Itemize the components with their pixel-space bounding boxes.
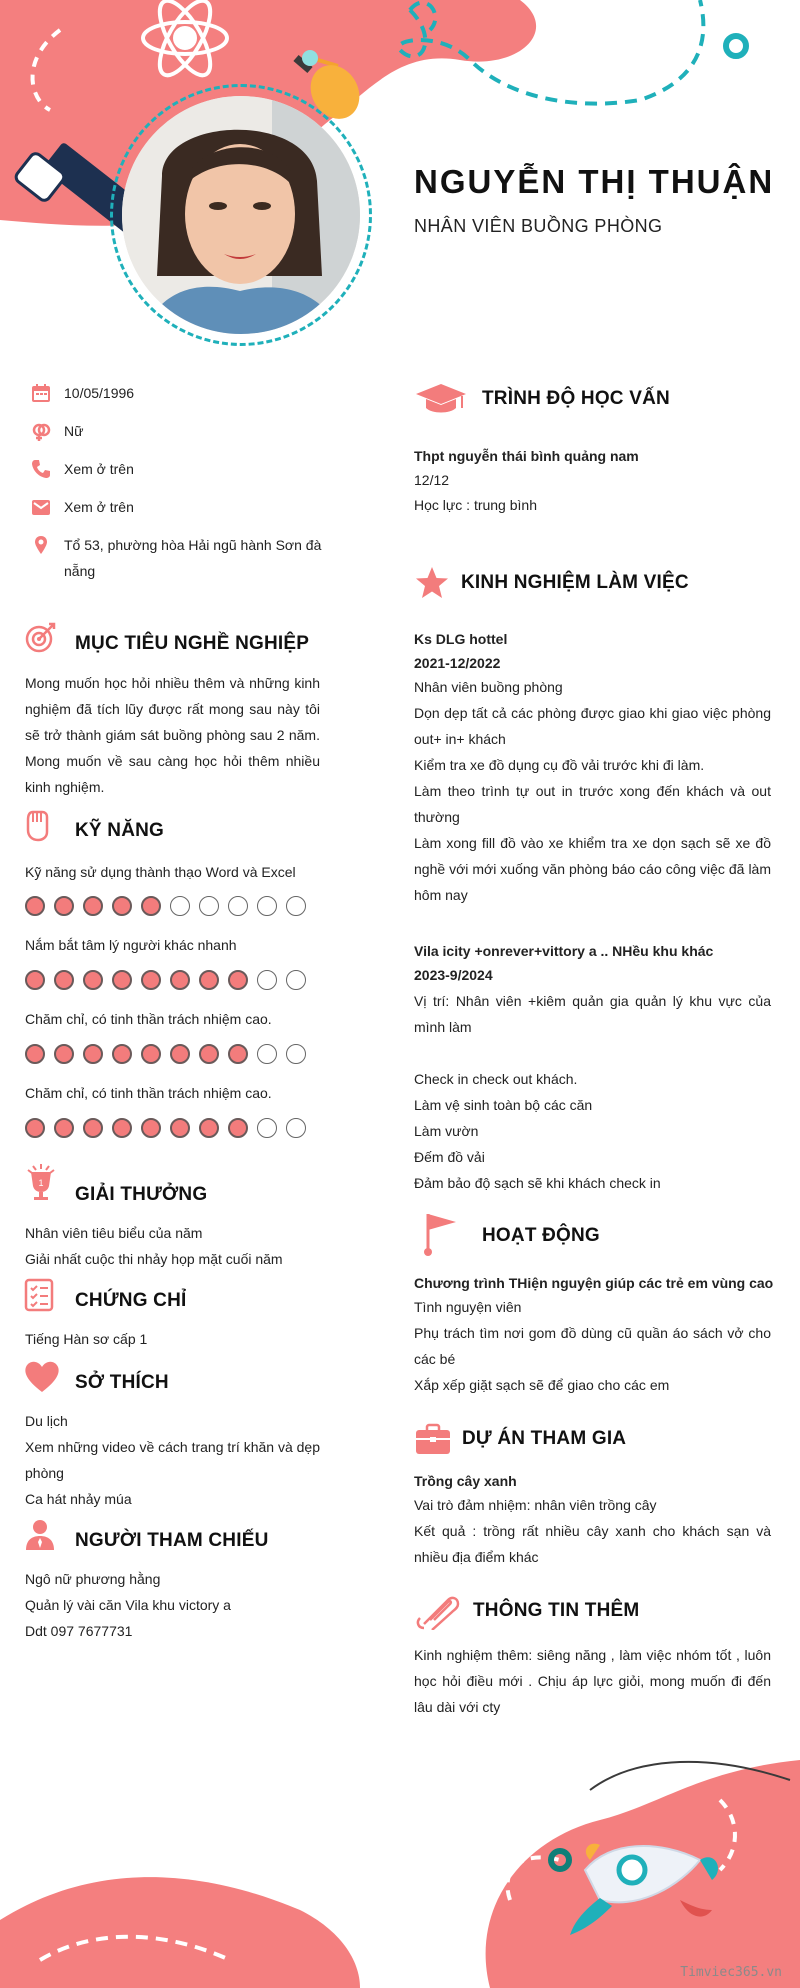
skill-rating (25, 1044, 315, 1068)
email-row (30, 494, 330, 520)
award-line: Giải nhất cuộc thi nhảy họp mặt cuối năm (25, 1251, 283, 1267)
skill-dot-empty (257, 970, 277, 990)
project-line: Kết quả : trồng rất nhiều cây xanh cho khách sạn và nhiều địa điểm khác (414, 1523, 771, 1565)
skill-dot-filled (170, 1118, 190, 1138)
skill-dot-empty (286, 1118, 306, 1138)
trophy-icon (24, 1162, 58, 1202)
skill-dot-filled (25, 1044, 45, 1064)
skill-dot-filled (25, 970, 45, 990)
skill-dot-filled (112, 970, 132, 990)
objective-text: Mong muốn học hỏi nhiều thêm và những kinh nghiệm đã tích lũy được rất mong sau này tôi sẽ trở thành giám sát buồng phòng sau 2 năm. Mong muốn về sau càng học hỏi thêm nhiều kinh nghiệm. (25, 675, 320, 795)
skill-dot-filled (199, 1118, 219, 1138)
paperclip-icon (414, 1590, 462, 1630)
skill-dot-empty (199, 896, 219, 916)
skill-dot-filled (141, 970, 161, 990)
flag-icon (420, 1210, 460, 1256)
skill-label: Kỹ năng sử dụng thành thạo Word và Excel (25, 864, 296, 880)
skill-label: Chăm chỉ, có tinh thần trách nhiệm cao. (25, 1085, 272, 1101)
job-line: Đảm bảo độ sạch sẽ khi khách check in (414, 1175, 661, 1191)
gender-value: Nữ (64, 423, 84, 439)
fist-icon (24, 808, 50, 842)
skill-dot-empty (286, 896, 306, 916)
references-title: NGƯỜI THAM CHIẾU (75, 1530, 269, 1551)
hobby-line: Xem những video về cách trang trí khăn và dẹp phòng (25, 1439, 320, 1481)
projects-title: DỰ ÁN THAM GIA (462, 1428, 627, 1449)
job-period: 2023-9/2024 (414, 967, 493, 983)
location-pin-icon (30, 534, 52, 556)
skill-dot-filled (199, 1044, 219, 1064)
activity-line: Phụ trách tìm nơi gom đồ dùng cũ quần áo sách vở cho các bé (414, 1325, 771, 1367)
skill-dot-filled (170, 970, 190, 990)
job-line: Check in check out khách. (414, 1071, 578, 1087)
email-icon (30, 496, 52, 518)
reference-line: Quản lý vài căn Vila khu victory a (25, 1597, 231, 1613)
svg-text:1: 1 (38, 1178, 44, 1188)
objective-title: MỤC TIÊU NGHỀ NGHIỆP (75, 633, 310, 654)
skill-dot-filled (112, 1044, 132, 1064)
skill-dot-filled (228, 1044, 248, 1064)
skill-dot-filled (54, 1044, 74, 1064)
footer-decoration (0, 1760, 800, 1988)
skill-dot-filled (54, 1118, 74, 1138)
skill-dot-filled (25, 1118, 45, 1138)
phone-icon (30, 458, 52, 480)
skill-dot-empty (257, 896, 277, 916)
skill-dot-filled (83, 896, 103, 916)
skill-dot-filled (83, 1044, 103, 1064)
project-heading: Trồng cây xanh (414, 1473, 517, 1489)
skill-dot-filled (141, 1044, 161, 1064)
skill-dot-filled (112, 896, 132, 916)
skill-rating (25, 896, 315, 920)
skill-dot-filled (170, 1044, 190, 1064)
job-title: NHÂN VIÊN BUỒNG PHÒNG (414, 216, 663, 236)
certificates-title: CHỨNG CHỈ (75, 1290, 187, 1311)
activity-line: Tình nguyện viên (414, 1299, 522, 1315)
job-line: Dọn dẹp tất cả các phòng được giao khi giao việc phòng out+ in+ khách (414, 705, 771, 747)
phone-row (30, 456, 330, 482)
skill-dot-filled (228, 1118, 248, 1138)
job-company: Ks DLG hottel (414, 631, 508, 647)
hobby-line: Ca hát nhảy múa (25, 1491, 132, 1507)
graduation-cap-icon (414, 380, 468, 416)
education-grade: 12/12 (414, 472, 450, 488)
reference-line: Ngô nữ phương hằng (25, 1571, 161, 1587)
job-line: Nhân viên buồng phòng (414, 679, 563, 695)
award-line: Nhân viên tiêu biểu của năm (25, 1225, 203, 1241)
more-info-text: Kinh nghiệm thêm: siêng năng , làm việc nhóm tốt , luôn học hỏi điều mới . Chịu áp lực giỏi, mong muốn đi đến lâu dài với cty (414, 1647, 771, 1715)
skill-dot-empty (286, 1044, 306, 1064)
more-info-title: THÔNG TIN THÊM (473, 1600, 640, 1621)
calendar-icon (30, 382, 52, 404)
education-school: Thpt nguyễn thái bình quảng nam (414, 448, 639, 464)
skill-dot-filled (228, 970, 248, 990)
skill-dot-empty (170, 896, 190, 916)
gender-icon (30, 420, 52, 442)
skill-label: Nắm bắt tâm lý người khác nhanh (25, 937, 237, 953)
certificate-list-icon (24, 1278, 56, 1312)
person-icon (24, 1518, 56, 1552)
skill-rating (25, 1118, 315, 1142)
job-line: Đếm đồ vải (414, 1149, 485, 1165)
phone-value: Xem ở trên (64, 461, 134, 477)
skill-dot-filled (25, 896, 45, 916)
job-line: Làm theo trình tự out in trước xong đến khách và out thường (414, 783, 771, 825)
skill-rating (25, 970, 315, 994)
skill-dot-filled (141, 1118, 161, 1138)
activities-title: HOẠT ĐỘNG (482, 1225, 600, 1246)
skill-dot-empty (228, 896, 248, 916)
education-title: TRÌNH ĐỘ HỌC VẤN (482, 388, 670, 409)
activity-line: Xắp xếp giặt sạch sẽ để giao cho các em (414, 1377, 670, 1393)
job-line: Làm vườn (414, 1123, 479, 1139)
job-period: 2021-12/2022 (414, 655, 501, 671)
target-icon (24, 620, 58, 654)
watermark: Timviec365.vn (680, 1965, 782, 1980)
skill-dot-filled (112, 1118, 132, 1138)
skills-title: KỸ NĂNG (75, 820, 165, 841)
certificate-line: Tiếng Hàn sơ cấp 1 (25, 1331, 148, 1347)
job-line: Làm xong fill đồ vào xe khiểm tra xe dọn sạch sẽ xe đồ nghề với mới xuống văn phòng báo cáo công việc đã làm hôm nay (414, 835, 771, 903)
experience-title: KINH NGHIỆM LÀM VIỆC (461, 572, 689, 593)
skill-dot-filled (199, 970, 219, 990)
job-line: Làm vệ sinh toàn bộ các căn (414, 1097, 593, 1113)
skill-dot-filled (54, 970, 74, 990)
heart-icon (22, 1360, 62, 1394)
skill-label: Chăm chỉ, có tinh thần trách nhiệm cao. (25, 1011, 272, 1027)
skill-dot-filled (54, 896, 74, 916)
gender-row (30, 418, 330, 444)
reference-line: Ddt 097 7677731 (25, 1623, 133, 1639)
skill-dot-filled (83, 970, 103, 990)
job-line: Vị trí: Nhân viên +kiêm quản gia quản lý khu vực của mình làm (414, 993, 771, 1035)
skill-dot-filled (83, 1118, 103, 1138)
avatar (122, 96, 360, 334)
job-line: Kiểm tra xe đồ dụng cụ đồ vải trước khi đi làm. (414, 757, 705, 773)
briefcase-icon (414, 1422, 452, 1456)
hobbies-title: SỞ THÍCH (75, 1372, 169, 1393)
skill-dot-empty (257, 1044, 277, 1064)
job-company: Vila icity +onrever+vittory a .. NHều khu khác (414, 943, 714, 959)
email-value: Xem ở trên (64, 499, 134, 515)
activity-heading: Chương trình THiện nguyện giúp các trẻ em vùng cao (414, 1275, 774, 1291)
birthday-row (30, 380, 330, 406)
address-value: Tổ 53, phường hòa Hải ngũ hành Sơn đà nẵng (64, 537, 322, 579)
birthday-value: 10/05/1996 (64, 385, 135, 401)
project-line: Vai trò đảm nhiệm: nhân viên trồng cây (414, 1497, 657, 1513)
hobby-line: Du lịch (25, 1413, 68, 1429)
star-icon (414, 565, 450, 601)
awards-title: GIẢI THƯỞNG (75, 1184, 208, 1205)
skill-dot-empty (286, 970, 306, 990)
skill-dot-empty (257, 1118, 277, 1138)
skill-dot-filled (141, 896, 161, 916)
candidate-name: NGUYỄN THỊ THUẬN (414, 163, 775, 200)
address-row (30, 532, 330, 584)
education-rank: Học lực : trung bình (414, 497, 537, 513)
